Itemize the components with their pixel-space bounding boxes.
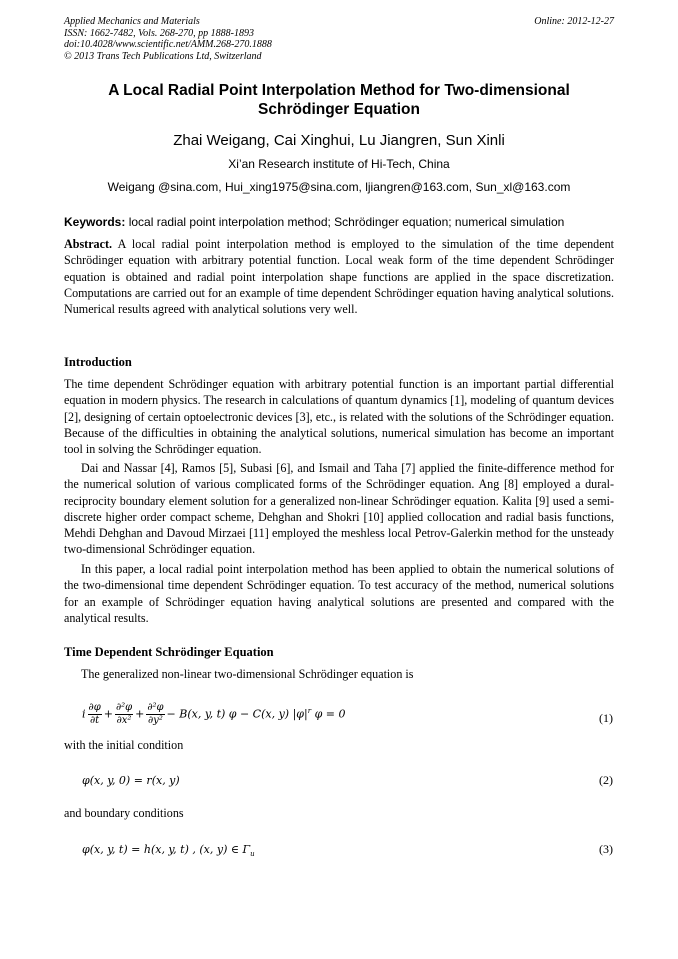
intro-paragraph-3: In this paper, a local radial point interpolation method has been applied to obtain the numerical solutions of the two-dimensional time dependent Schrödinger equation. To test accuracy of the method, numerical solutions for an example of Schrödinger equation having analytical solutions are presented and compared with the analytical results. — [64, 562, 614, 625]
section-heading-schrodinger: Time Dependent Schrödinger Equation — [64, 645, 274, 659]
copyright: © 2013 Trans Tech Publications Ltd, Switzerland — [64, 50, 262, 62]
keywords-label: Keywords: — [64, 215, 126, 229]
abstract — [64, 236, 614, 317]
equation-1-number: (1) — [599, 711, 613, 725]
intro-heading: Introduction — [64, 355, 132, 369]
keywords — [64, 215, 614, 229]
initial-condition-text: with the initial condition — [64, 738, 184, 752]
equation-1: i $\frac{\partial\varphi}{\partial t}$ + $\frac{\text{∂²φ}}{\text{∂x²}}$ + $\frac{\text{∂²φ}}{\text{∂y²}}$ − B(x, y, t) φ − C(x, y) $|\varphi|^r$ φ = 0 — [82, 702, 346, 726]
keywords-text: local radial point interpolation method; Schrödinger equation; numerical simulation — [128, 215, 565, 229]
equation-3-number: (3) — [599, 842, 613, 856]
abstract-label: Abstract. — [64, 237, 113, 251]
equation-3 — [82, 843, 255, 858]
journal-name: Applied Mechanics and Materials — [64, 16, 200, 27]
equation-3-body: φ(x, y, t) = h(x, y, t) , (x, y) ∈ Γ — [82, 843, 251, 856]
author-emails: Weigang @sina.com, Hui_xing1975@sina.com, ljiangren@163.com, Sun_xl@163.com — [107, 180, 571, 194]
equation-2: φ(x, y, 0) = r(x, y) — [82, 774, 180, 787]
title-line-1: A Local Radial Point Interpolation Method for Two-dimensional — [108, 82, 570, 99]
online-date: Online: 2012-12-27 — [534, 16, 614, 27]
boundary-conditions-text: and boundary conditions — [64, 806, 184, 820]
affiliation: Xi’an Research institute of Hi-Tech, China — [228, 157, 450, 171]
abstract-text: A local radial point interpolation method is employed to the simulation of the time dependent Schrödinger equation with arbitrary potential function. Local weak form of the time dependent Schrödinger equation is obtained and radial point interpolation shape functions are applied in the space discretization. Computations are carried out for an example of time dependent Schrödinger equation having analytical solutions. Numerical results agreed with analytical solutions very well. — [64, 237, 615, 317]
equation-3-subscript: u — [250, 850, 255, 859]
issn: ISSN: 1662-7482, Vols. 268-270, pp 1888-1893 — [64, 27, 254, 39]
section-intro-text: The generalized non-linear two-dimensional Schrödinger equation is — [81, 667, 414, 681]
equation-2-number: (2) — [599, 773, 613, 787]
authors: Zhai Weigang, Cai Xinghui, Lu Jiangren, Sun Xinli — [173, 132, 505, 149]
title-line-2: Schrödinger Equation — [258, 101, 420, 118]
paper-title — [64, 81, 614, 119]
journal-header — [64, 16, 272, 62]
intro-paragraph-2: Dai and Nassar [4], Ramos [5], Subasi [6], and Ismail and Taha [7] applied the finite-difference method for the numerical solution of various complicated forms of the Schrödinger equation. Ang [8] employed a dural-reciprocity boundary element solution for a generalized non-linear Schrödinger equation. Kalita [9] used a semi-discrete higher order compact scheme, Dehghan and Shokri [10] applied collocation and radial basis functions, Mehdi Dehghan and Davoud Mirzaei [11] employed the meshless local Petrov-Galerkin method for the unsteady two-dimensional Schrödinger equation. — [64, 461, 614, 557]
doi: doi:10.4028/www.scientific.net/AMM.268-270.1888 — [64, 39, 272, 50]
intro-paragraph-1: The time dependent Schrödinger equation with arbitrary potential function is an important partial differential equation in modern physics. The research in calculations of quantum dynamics [1], modeling of quantum devices [2], designing of certain optoelectronic devices [3], etc., is related with the solutions of the Schrödinger equation. Because of the difficulties in obtaining the analytical solutions, numerical simulation has become an important tool in solving the Schrödinger equation. — [64, 377, 614, 457]
